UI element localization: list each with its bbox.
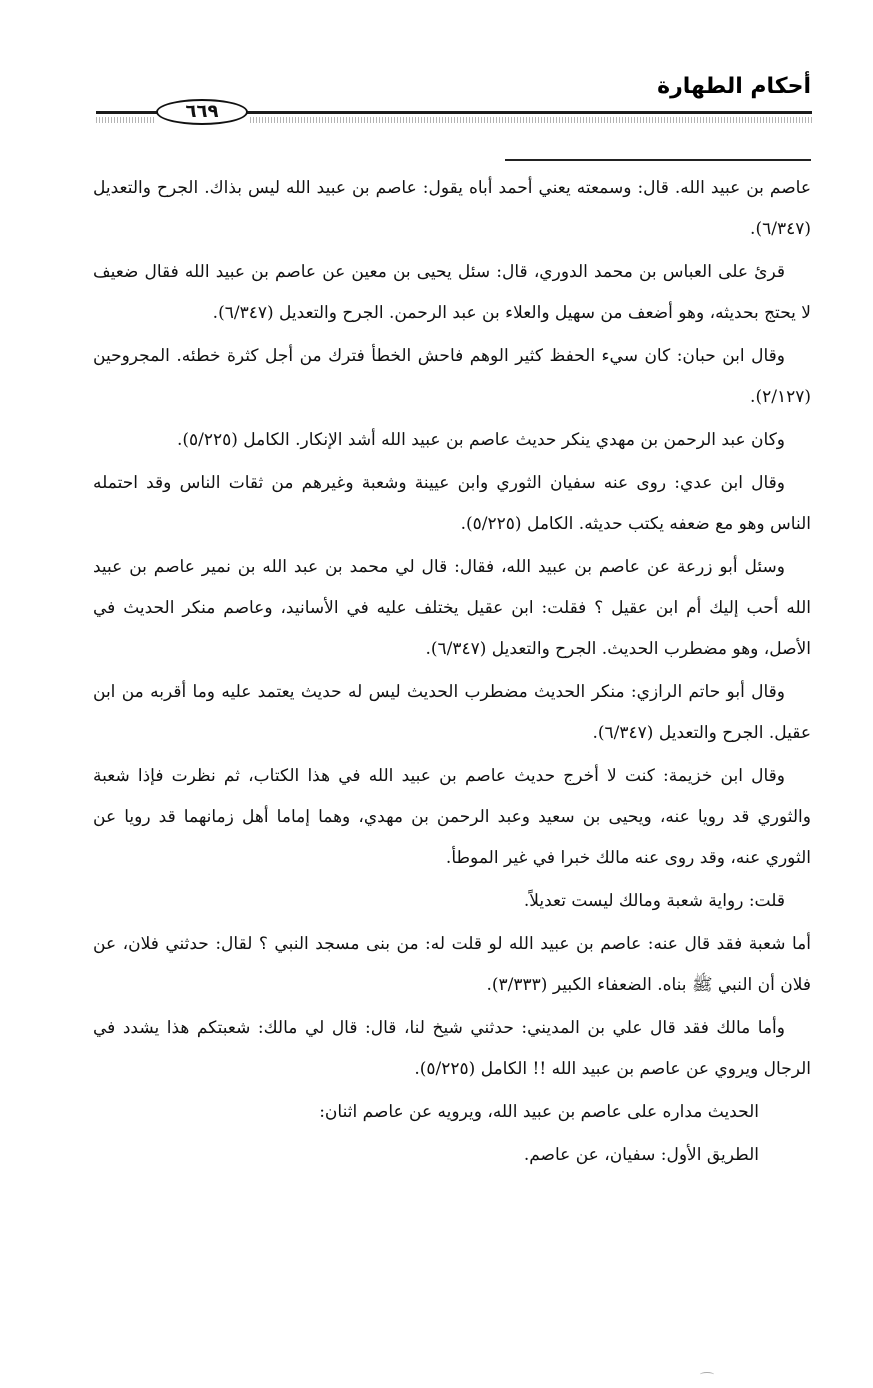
footnote-separator [505, 159, 811, 161]
paragraph-9: قلت: رواية شعبة ومالك ليست تعديلاً. [523, 891, 785, 911]
paragraph-6: وسئل أبو زرعة عن عاصم بن عبيد الله، فقال: قال لي محمد بن عبد الله بن نمير عاصم بن عبيد الله أحب إليك أم ابن عقيل ؟ فقلت: ابن عقيل يختلف عليه في الأسانيد، وعاصم منكر الحديث في الأصل، وهو مضطرب الحديث. الجرح والتعديل (٦/٣٤٧). [93, 557, 811, 659]
scan-mark [700, 1372, 714, 1377]
paragraph-4: وكان عبد الرحمن بن مهدي ينكر حديث عاصم بن عبيد الله أشد الإنكار. الكامل (٥/٢٢٥). [176, 430, 785, 450]
paragraph-10: أما شعبة فقد قال عنه: عاصم بن عبيد الله لو قلت له: من بنى مسجد النبي ؟ لقال: حدثني فلان، عن فلان أن النبي ﷺ بناه. الضعفاء الكبير (٣/٣٣٣). [93, 934, 811, 995]
paragraph-1: عاصم بن عبيد الله. قال: وسمعته يعني أحمد أباه يقول: عاصم بن عبيد الله ليس بذاك. الجرح والتعديل (٦/٣٤٧). [93, 178, 811, 239]
header-ornament-line [250, 117, 812, 123]
paragraph-5: وقال ابن عدي: روى عنه سفيان الثوري وابن عيينة وشعبة وغيرهم من ثقات الناس وقد احتمله الناس وهو مع ضعفه يكتب حديثه. الكامل (٥/٢٢٥). [93, 473, 811, 534]
paragraph-2: قرئ على العباس بن محمد الدوري، قال: سئل يحيى بن معين عن عاصم بن عبيد الله فقال ضعيف لا يحتج بحديثه، وهو أضعف من سهيل والعلاء بن عبد الرحمن. الجرح والتعديل (٦/٣٤٧). [93, 262, 811, 323]
paragraph-7: وقال أبو حاتم الرازي: منكر الحديث مضطرب الحديث ليس له حديث يعتمد عليه وما أقربه من ابن عقيل. الجرح والتعديل (٦/٣٤٧). [93, 682, 811, 743]
page-number: ٦٦٩ [156, 99, 248, 125]
paragraph-8: وقال ابن خزيمة: كنت لا أخرج حديث عاصم بن عبيد الله في هذا الكتاب، ثم نظرت فإذا شعبة والثوري قد رويا عنه، ويحيى بن سعيد وعبد الرحمن بن مهدي، وهما إماما أهل زمانهما قد رويا عن الثوري عنه، وقد روى عنه مالك خبرا في غير الموطأ. [93, 766, 811, 868]
running-header-title: أحكام الطهارة [657, 74, 811, 99]
paragraph-11: وأما مالك فقد قال علي بن المديني: حدثني شيخ لنا، قال: قال لي مالك: شعبتكم هذا يشدد في الرجال ويروي عن عاصم بن عبيد الله !! الكامل (٥/٢٢٥). [93, 1018, 811, 1079]
paragraph-13: الطريق الأول: سفيان، عن عاصم. [523, 1145, 759, 1165]
paragraph-3: وقال ابن حبان: كان سيء الحفظ كثير الوهم فاحش الخطأ فترك من أجل كثرة خطئه. المجروحين (٢/١٢٧). [93, 346, 811, 407]
footnote-body [93, 168, 811, 1178]
paragraph-12: الحديث مداره على عاصم بن عبيد الله، ويرويه عن عاصم اثنان: [319, 1102, 759, 1122]
header-ornament-line-left [96, 117, 156, 123]
